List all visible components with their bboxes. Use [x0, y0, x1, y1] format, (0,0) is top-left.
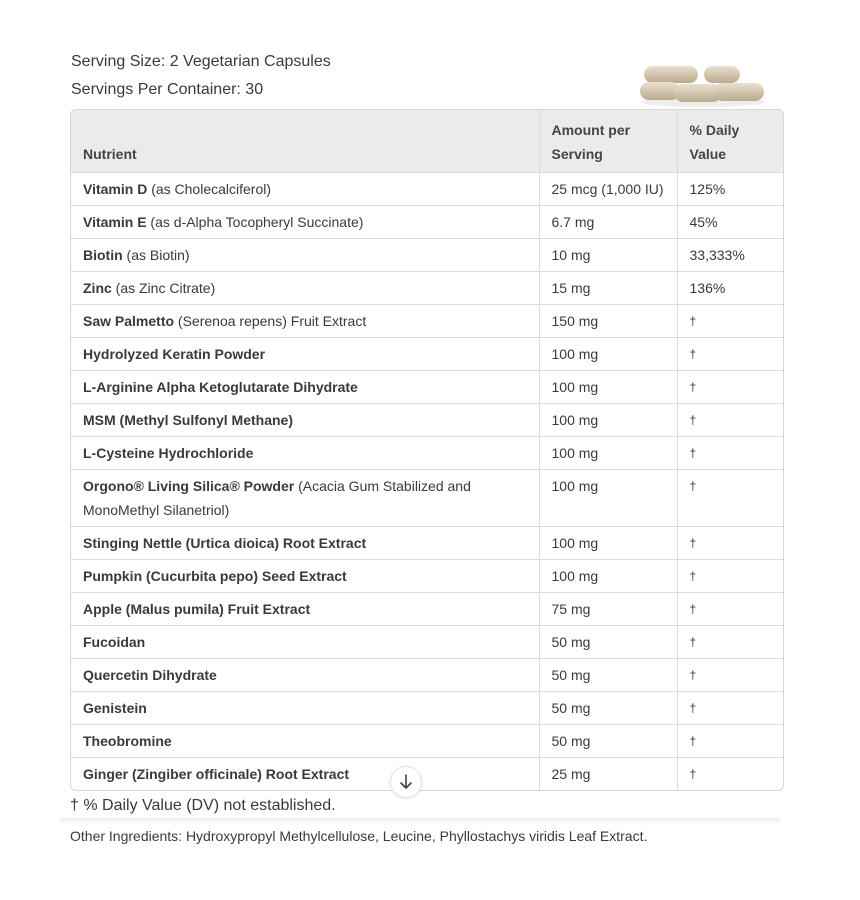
nutrient-name: Saw Palmetto: [83, 313, 175, 329]
nutrient-name: Orgono® Living Silica® Powder: [83, 478, 295, 494]
nutrient-cell: [71, 659, 539, 692]
daily-value-cell: 125%: [677, 173, 783, 206]
nutrient-detail: (as Cholecalciferol): [147, 181, 272, 197]
table-row: [71, 692, 783, 725]
nutrient-cell: [71, 404, 539, 437]
nutrient-name: Stinging Nettle (Urtica dioica) Root Extract: [83, 535, 367, 551]
table-row: [71, 305, 783, 338]
amount-cell: 150 mg: [539, 305, 677, 338]
daily-value-cell: †: [677, 626, 783, 659]
servings-per-container: Servings Per Container: 30: [71, 81, 264, 98]
amount-cell: 100 mg: [539, 470, 677, 527]
nutrient-cell: [71, 758, 539, 791]
nutrient-detail: (as Zinc Citrate): [111, 280, 216, 296]
table-row: [71, 173, 783, 206]
amount-cell: 100 mg: [539, 371, 677, 404]
daily-value-cell: †: [677, 527, 783, 560]
daily-value-cell: †: [677, 692, 783, 725]
divider: [60, 818, 780, 824]
table-body: [71, 173, 783, 791]
nutrient-name: Pumpkin (Cucurbita pepo) Seed Extract: [83, 568, 347, 584]
header-nutrient: Nutrient: [71, 110, 539, 173]
amount-cell: 75 mg: [539, 593, 677, 626]
nutrient-detail: (as Biotin): [122, 247, 190, 263]
nutrient-cell: [71, 560, 539, 593]
nutrient-cell: [71, 338, 539, 371]
amount-cell: 100 mg: [539, 560, 677, 593]
daily-value-cell: †: [677, 371, 783, 404]
amount-cell: 50 mg: [539, 692, 677, 725]
nutrient-cell: [71, 593, 539, 626]
serving-info: [71, 48, 331, 104]
nutrient-cell: [71, 437, 539, 470]
daily-value-cell: †: [677, 338, 783, 371]
nutrient-cell: [71, 725, 539, 758]
table-row: [71, 626, 783, 659]
amount-cell: 25 mg: [539, 758, 677, 791]
table-row: [71, 338, 783, 371]
daily-value-cell: 33,333%: [677, 239, 783, 272]
nutrient-name: Fucoidan: [83, 634, 146, 650]
nutrient-cell: [71, 626, 539, 659]
table-row: [71, 404, 783, 437]
other-ingredients: Other Ingredients: Hydroxypropyl Methylcellulose, Leucine, Phyllostachys viridis Leaf Extract.: [70, 828, 648, 844]
nutrient-name: Zinc: [83, 280, 112, 296]
arrow-down-icon: [399, 774, 413, 790]
nutrient-name: Ginger (Zingiber officinale) Root Extract: [83, 766, 350, 782]
amount-cell: 10 mg: [539, 239, 677, 272]
amount-cell: 100 mg: [539, 437, 677, 470]
nutrient-cell: [71, 527, 539, 560]
nutrient-cell: [71, 470, 539, 527]
amount-cell: 6.7 mg: [539, 206, 677, 239]
nutrient-detail: (Serenoa repens) Fruit Extract: [174, 313, 367, 329]
nutrient-name: Genistein: [83, 700, 147, 716]
table-row: [71, 470, 783, 527]
table-row: [71, 527, 783, 560]
amount-cell: 100 mg: [539, 527, 677, 560]
nutrient-cell: [71, 305, 539, 338]
header-daily-value: % Daily Value: [677, 110, 783, 173]
nutrient-name: Hydrolyzed Keratin Powder: [83, 346, 266, 362]
nutrient-name: MSM (Methyl Sulfonyl Methane): [83, 412, 293, 428]
amount-cell: 50 mg: [539, 659, 677, 692]
nutrient-name: Quercetin Dihydrate: [83, 667, 217, 683]
nutrient-cell: [71, 272, 539, 305]
nutrient-cell: [71, 371, 539, 404]
nutrient-name: Theobromine: [83, 733, 172, 749]
nutrient-name: Apple (Malus pumila) Fruit Extract: [83, 601, 311, 617]
scroll-down-button[interactable]: [390, 766, 422, 798]
table-row: [71, 725, 783, 758]
nutrient-name: Vitamin E: [83, 214, 147, 230]
table-row: [71, 758, 783, 791]
table-row: [71, 206, 783, 239]
nutrient-cell: [71, 239, 539, 272]
nutrition-table: [70, 109, 784, 791]
nutrient-name: Biotin: [83, 247, 123, 263]
capsules-image: [638, 62, 768, 108]
nutrient-detail: (Acacia Gum Stabilized and MonoMethyl Silanetriol): [83, 478, 471, 518]
amount-cell: 15 mg: [539, 272, 677, 305]
nutrient-name: L-Cysteine Hydrochloride: [83, 445, 254, 461]
header-amount: Amount per Serving: [539, 110, 677, 173]
table-row: [71, 239, 783, 272]
daily-value-cell: 45%: [677, 206, 783, 239]
amount-cell: 100 mg: [539, 338, 677, 371]
nutrient-cell: [71, 206, 539, 239]
table-row: [71, 560, 783, 593]
daily-value-cell: 136%: [677, 272, 783, 305]
amount-cell: 100 mg: [539, 404, 677, 437]
daily-value-cell: †: [677, 404, 783, 437]
nutrient-name: L-Arginine Alpha Ketoglutarate Dihydrate: [83, 379, 358, 395]
daily-value-cell: †: [677, 725, 783, 758]
daily-value-cell: †: [677, 305, 783, 338]
nutrient-cell: [71, 173, 539, 206]
daily-value-cell: †: [677, 560, 783, 593]
nutrient-detail: (as d-Alpha Tocopheryl Succinate): [146, 214, 364, 230]
footnote: † % Daily Value (DV) not established.: [70, 797, 336, 814]
table-row: [71, 659, 783, 692]
serving-size: Serving Size: 2 Vegetarian Capsules: [71, 53, 331, 70]
daily-value-cell: †: [677, 758, 783, 791]
daily-value-cell: †: [677, 470, 783, 527]
table-header-row: [71, 110, 783, 173]
daily-value-cell: †: [677, 659, 783, 692]
table-row: [71, 371, 783, 404]
amount-cell: 50 mg: [539, 626, 677, 659]
nutrient-name: Vitamin D: [83, 181, 148, 197]
table-row: [71, 593, 783, 626]
table-row: [71, 272, 783, 305]
table-row: [71, 437, 783, 470]
nutrient-cell: [71, 692, 539, 725]
amount-cell: 25 mcg (1,000 IU): [539, 173, 677, 206]
amount-cell: 50 mg: [539, 725, 677, 758]
daily-value-cell: †: [677, 437, 783, 470]
daily-value-cell: †: [677, 593, 783, 626]
